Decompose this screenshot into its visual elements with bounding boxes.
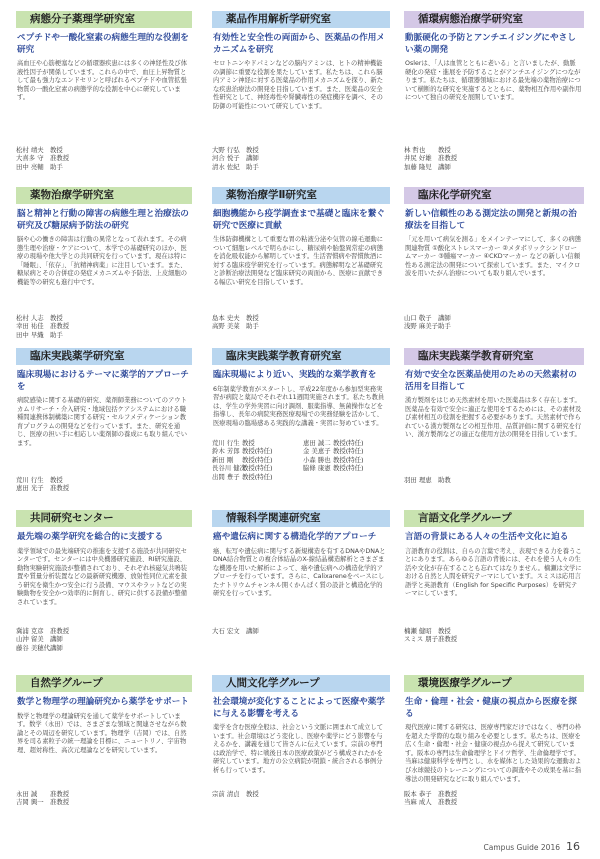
staff-member [16,635,192,643]
staff-name: 山沖 留美 [16,635,44,644]
staff-role: 教授 [246,146,259,154]
group-human-culture [212,675,390,776]
staff-member [212,473,299,481]
lab-description: 数学と物理学の理論研究を通して薬学をサポートしています。数学（永田）では、さまざまな領域と関連させながら数論とその周辺を研究しています。物理学（吉岡）では、自然界を司る素粒子の統一理論を目標に、ニュートリノ、宇宙物理、超対称性、高次元理論などを研究しています。 [17,712,187,754]
lab-staff-list [212,627,390,635]
lab-subtitle: 有効性と安全性の両面から、医薬品の作用メカニズムを研究 [213,33,385,55]
staff-role: 准教授 [50,798,70,807]
lab-description: 薬学領域での最先端研究の推進を支援する施設が共同研究センターです。センターには中央機器研究施設、RI研究施設、動物実験研究施設が整備されており、それぞれ核磁気共鳴装置や質量分析装置などの最新研究機器、放射性同位元素を扱う研究を衛生かつ安全に行う設備、マウスやラットなどの実験動物を安全かつ効率的に飼育し、研究に供する設備が整備されています。 [17,547,188,607]
group-language-culture [404,510,584,599]
lab-title: 薬物治療学研究室 [16,187,192,204]
lab-title: 臨床実践薬学研究室 [16,348,192,365]
staff-member [16,484,192,492]
staff-name: 井尻 好雄 [404,154,432,163]
lab-description: 6年制薬学教育がスタートし、平成22年度から参加型実務実習が病院と薬局でそれぞれ11週間実施されます。私たち教員は、学生の学外実習に向け調剤、服薬指導、無菌操作などを指導し、長年の病院実務医療現場での実務経験を活かして、医療現場の臨場感ある実践的な講義・実習に努めています。 [213,385,385,427]
staff-member [212,456,299,464]
lab-staff-list [212,790,390,798]
staff-role: 准教授 [50,790,70,798]
lab-pathological-molecular-pharmacology [16,11,192,103]
staff-member [212,627,390,635]
staff-member [404,322,584,330]
staff-name: 大喜多 守 [16,154,44,163]
lab-title: 情報科学関連研究室 [212,510,390,527]
staff-name: 脇條 康憲 [303,464,331,473]
lab-subtitle: 社会環境が変化することによって医療や薬学に与える影響を考える [213,697,385,719]
staff-member [404,798,584,806]
lab-subtitle: 新しい信頼性のある測定法の開発と新規の治療法を目指して [405,209,577,231]
staff-name: 羽田 理恵 [404,476,432,484]
staff-role: 教授 [50,476,63,484]
staff-name: 鈴木 芳郎 [212,447,240,456]
lab-description: 現代医療に関する研究は、医療専門家だけではなく、専門の枠を超えた学際的な取り組みを必要とします。私たちは、医療を広く生命・倫理・社会・健康の視点から捉えて研究しています。阪本の専門は生命倫理学とドイツ哲学、生命倫理学です。当麻は健康科学を専門とし、水を媒体とした効果的な運動および水球競技のトレーニングについての調査やその成果を基に指導法の開発研究などに取り組んでいます。 [405,724,582,783]
lab-clinical-chemistry [404,187,584,279]
lab-information-science [212,510,390,599]
lab-staff-list [16,790,192,807]
lab-subtitle: 脳と精神と行動の障害の病態生理と治療法の研究及び糖尿病予防法の研究 [17,209,189,231]
lab-staff-list [16,476,192,493]
staff-role: 准教授 [50,322,70,331]
lab-staff-list [16,314,192,339]
lab-staff-list [212,146,390,171]
staff-name: 河合 悦子 [212,154,240,163]
lab-description: 漢方製剤をはじめ天然素材を用いた医薬品は多く存在します。医薬品を有効で安全に適正な使用をするためには、その素材及び素材相互の役割を把握する必要があります。天然素材で作られている漢方製剤などの相互作用、品質評価に関する研究を行い、漢方製剤などの適正な使用方法の開発を目指しています。 [405,397,582,439]
staff-name: 島本 史夫 [212,314,240,322]
lab-description: 「元を用いて病気を測る」をメインテーマにして、多くの病態関連物質 ①酸化ストレスマーカー ②メタボリックシンドロームマーカー ③腫瘍マーカー ④CKDマーカー などの新しい信頼性ある測定法の開発について探索しています。また、マイクロ波を用いたがん治療についても取り組んでいます。 [405,236,582,278]
lab-subtitle: 細胞機能から疫学調査まで基礎と臨床を繋ぐ研究で医療に貢献 [213,209,385,231]
lab-subtitle: 動脈硬化の予防とアンチエイジングにやさしい薬の開発 [405,33,576,55]
staff-member [404,635,584,643]
staff-name: 田中 早織 [16,330,44,339]
lab-subtitle: 臨床現場により近い、実践的な薬学教育を [213,370,377,380]
group-natural-science [16,675,192,755]
staff-name: 清水 佐紀 [212,162,240,171]
staff-name: 金 美恵子 [303,447,331,456]
lab-title: 臨床実践薬学教育研究室 [404,348,584,365]
lab-description: 病院感染に関する基礎的研究、薬剤師業務についてのアウトカムリサーチ・介入研究・地域包括ケアシステムにおける職種間連携体制構築に関する研究・セルフメディケーション教育プログラムの開発などを行っています。また、研究を通じ、医療の担い手に相応しい薬剤師の養成にも取り組んでいます。 [17,397,188,447]
staff-member [212,163,390,171]
lab-description: セロトニンやドパミンなどの脳内アミンは、ヒトの精神機能の調節に重要な役割を果たしています。私たちは、これら脳内アミン神経に対する医薬品の作用メカニズムを探り、新たな疾患治療法の開発を目指しています。また、医薬品の安全性研究として、神経毒性や腎臓毒性の発症機序を調べ、その防御の可能性について研究しています。 [213,60,384,110]
lab-subtitle: 言語の背景にある人々の生活や文化に迫る [405,532,569,542]
staff-role: 助手 [50,330,63,339]
staff-name: 田中 亮輔 [16,162,44,171]
staff-name: 山口 敬子 [404,314,432,322]
staff-name: 冀浦 克彦 [16,627,44,635]
lab-subtitle: 生命・倫理・社会・健康の視点から医療を探る [405,697,577,719]
lab-title: 共同研究センター [16,510,192,527]
staff-name: 荒川 行生 [212,439,240,447]
staff-name: 新田 剛 [212,455,234,464]
staff-role: 准教授 [50,627,70,635]
lab-title: 環境医療学グループ [404,675,584,692]
staff-role: 教授(特任) [242,472,273,481]
staff-name: 吉岡 興一 [16,798,44,807]
lab-subtitle: 最先端の薬学研究を総合的に支援する [17,532,164,542]
staff-role: 講師 [246,627,259,635]
lab-staff-list [16,627,192,652]
staff-role: 助教 [438,476,451,484]
lab-title: 自然学グループ [16,675,192,692]
staff-role: 講師 [246,154,259,163]
staff-role: 助手 [50,162,63,171]
staff-name: 幸田 祐佳 [16,322,44,331]
lab-title: 薬品作用解析学研究室 [212,11,390,28]
staff-role: 教授(特任) [333,447,364,456]
staff-name: 宗前 清貞 [212,790,240,798]
staff-member [404,163,584,171]
lab-title: 人間文化学グループ [212,675,390,692]
lab-staff-list [404,790,584,807]
lab-description: 生体防御機構として重要な胃の粘液分泌や気管の線毛運動について細胞レベルで明らかにし、糖尿病や胎盤異常症の病態を消化吸収能から解明しています。生活習慣病や習慣飲酒に対する臨床疫学研究を行っています。病態解明など基礎研究と診断治療法開発など臨床研究の両面から、医療に貢献できる幅広い研究を目指しています。 [213,236,384,286]
staff-role: 教授(特任) [333,464,364,473]
staff-role: 助手 [246,322,259,331]
lab-subtitle: 有効で安全な医薬品使用のための天然素材の活用を目指して [405,370,577,392]
lab-pharmacotherapy-2 [212,187,390,288]
staff-name: 当麻 成人 [404,798,432,807]
lab-drug-action-analysis [212,11,390,112]
lab-joint-research-center [16,510,192,608]
lab-circulatory-pathology [404,11,584,103]
lab-description: 高血圧や心筋梗塞などの循環器疾患には多くの神経性及び体液性因子が関係しています。これらの中で、血圧上昇物質として最も強力なエンドセリンと呼ばれるペプチドや血管拡張物質の一酸化窒素の病態学的な役割を中心に研究しています。 [17,60,188,102]
staff-name: 高野 美菜 [212,322,240,331]
staff-member [404,154,584,162]
lab-title: 言語文化学グループ [404,510,584,527]
staff-member [212,447,299,455]
staff-member [16,154,192,162]
lab-title: 臨床実践薬学教育研究室 [212,348,390,365]
lab-clinical-practice-pharmacy [16,348,192,449]
staff-role: 准教授 [438,790,458,798]
staff-name: 阪本 恭子 [404,790,432,798]
staff-role: 教授(特任) [242,447,273,456]
staff-member [303,464,390,472]
staff-member [16,322,192,330]
lab-title: 臨床化学研究室 [404,187,584,204]
staff-member [404,627,584,635]
lab-staff-list [16,146,192,171]
staff-name: スミス 朋子 [404,635,438,644]
lab-clinical-pharmacy-education [212,348,390,428]
staff-member [212,790,390,798]
staff-name: 永田 誠 [16,790,38,798]
staff-role: 教授(特任) [242,455,273,464]
staff-member [16,644,192,652]
lab-staff-list [212,314,390,331]
lab-staff-list [404,476,584,484]
staff-name: 浅野 麻美子 [404,322,438,331]
staff-role: 教授 [246,314,259,322]
staff-name: 林 哲也 [404,146,426,154]
lab-clinical-pharmacy-education-2 [404,348,584,440]
lab-subtitle: 癌や遺伝病に関する構造化学的アプローチ [213,532,377,542]
staff-role: 教授(特任) [333,455,364,464]
staff-role: 教授 [438,627,451,635]
staff-name: 楠瀬 健昭 [404,627,432,635]
staff-name: 藤谷 美穂代 [16,643,50,652]
lab-staff-list [404,314,584,331]
staff-member [212,154,390,162]
staff-member [212,322,390,330]
staff-role: 講師 [50,643,63,652]
staff-role: 教授 [438,146,451,154]
staff-role: 准教授 [438,635,458,644]
staff-name: 荒川 行生 [16,476,44,484]
staff-name: 大石 宏文 [212,627,240,635]
staff-role: 教授 [50,314,63,322]
staff-name: 恵田 誠二 [303,439,331,447]
page-number: 16 [566,840,580,853]
staff-member [16,163,192,171]
lab-pharmacotherapy [16,187,192,288]
staff-role: 教授(特任) [242,464,273,473]
staff-name: 松村 靖夫 [16,146,44,154]
staff-role: 講師 [50,635,63,644]
staff-role: 准教授 [50,154,70,163]
lab-subtitle: 臨床現場におけるテーマに薬学的アプローチを [17,370,189,392]
page-footer [484,840,580,853]
guide-name: Campus Guide 2016 [483,843,560,852]
staff-member [303,447,390,455]
staff-role: 教授(特任) [333,439,364,447]
staff-member [212,464,299,472]
lab-subtitle: 数学と物理学の理論研究から薬学をサポート [17,697,189,707]
staff-name: 松村 人志 [16,314,44,322]
staff-role: 准教授 [438,154,458,163]
staff-member [16,331,192,339]
lab-description: 癌、転写や遺伝病に関与する新規構造を有するDNAやDNAとDNA結合物質との複合体結晶のX-線結晶構造解析とさまざまな機器を用いた解析によって、癌や遺伝病への構造化学的アプローチを行っています。さらに、Calixareneをベースにしたナトリウムチャンネル開くかんぱく質の設計と構造化学的研究を行っています。 [213,547,386,598]
staff-name: 恵田 光子 [16,484,44,493]
staff-role: 准教授 [438,798,458,807]
staff-role: 助手 [438,322,451,331]
lab-staff-list [404,627,584,644]
staff-role: 講師 [438,314,451,322]
staff-member [303,456,390,464]
staff-name: 小森 勝也 [303,455,331,464]
staff-name: 出間 豊子 [212,472,240,481]
lab-subtitle: ペプチドや一酸化窒素の病態生理的な役割を研究 [17,33,189,55]
staff-name: 長谷川 健次 [212,464,246,473]
staff-name: 加藤 隆児 [404,162,432,171]
lab-title: 薬物治療学Ⅱ研究室 [212,187,390,204]
staff-role: 教授 [242,439,255,447]
lab-title: 病態分子薬理学研究室 [16,11,192,28]
group-environmental-medicine [404,675,584,784]
lab-description: 脳や心の働きの障害は行動の異常となって表れます。その病態生理や治療・ケアについて、本学での基礎研究のほか、医療の現場や他大学との共同研究を行っています。現在は特に「睡眠」、「依存」、「抗精神病薬」に注目しています。また、糖尿病とその合併症の発症メカニズムや予防法、上皮細胞の機能等の研究も進行中です。 [17,236,188,286]
staff-role: 講師 [438,162,451,171]
staff-role: 助手 [246,162,259,171]
lab-description: Oslerは、「人は血管とともに老いる」と言いましたが、動脈硬化の発症・進展を予防することがアンチエイジングにつながります。私たちは、循環器領域における最先端の薬物治療について横断的な研究を実施するとともに、薬物相互作用や副作用について独自の研究を展開しています。 [405,60,582,102]
staff-role: 教授 [246,790,259,798]
staff-member [404,476,584,484]
lab-description: 言語教育の役割は、自らの言葉で考え、表現できる力を養うことにあります。あらゆる言語の背後には、それを使う人々の生活や文化が存在することも忘れてはなりません。楠瀬は文学における自然と人間を研究テーマにしています。スミスは応用言語学と英語教育（English for Specific Purposes）を研究テーマにしています。 [405,547,582,598]
lab-title: 循環病態治療学研究室 [404,11,584,28]
staff-role: 准教授 [50,484,70,493]
lab-description: 薬学を含む医療全般は、社会という文脈に囲まれて成立しています。社会環境はどう変化し、医療や薬学にどう影響を与えるかを、講義を通じて皆さんに伝えています。宗前の専門は政治学で、特に戦後日本の医療政策がどう構成されたかを研究しています。地方の公立病院が閉鎖・統合される事例分析も行っています。 [213,724,384,774]
lab-staff-list [404,146,584,171]
staff-name: 大野 行弘 [212,146,240,154]
lab-staff-list [212,439,390,481]
staff-member [16,798,192,806]
staff-role: 教授 [50,146,63,154]
